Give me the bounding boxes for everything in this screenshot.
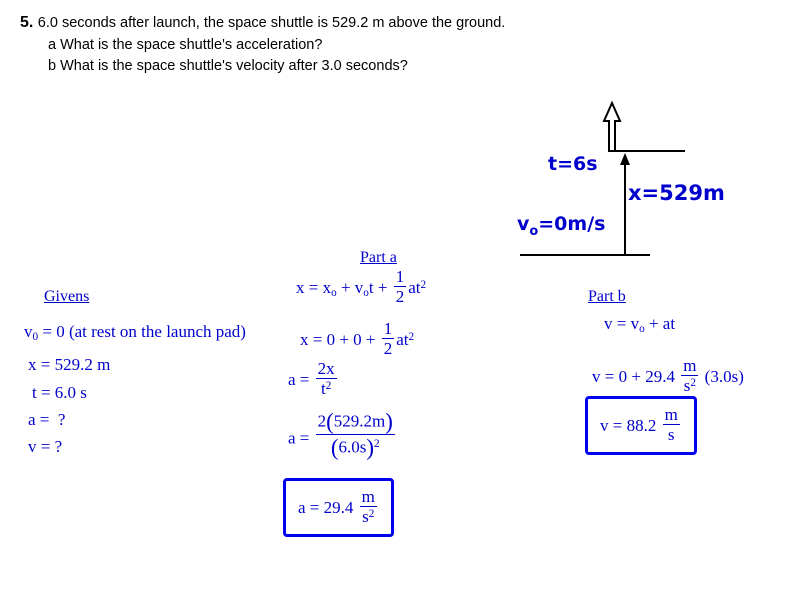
problem-number: 5. xyxy=(20,14,34,31)
part-b-heading: Part b xyxy=(588,288,626,305)
part-b-answer-units-numerator: m xyxy=(664,405,678,424)
part-b-line-2: v = 0 + 29.4 $\frac{m}{s^2}$ (3.0s) xyxy=(592,356,744,395)
part-b-line-1: $v = v_o$ + at xyxy=(604,314,676,336)
problem-subparts xyxy=(48,35,720,77)
part-a-heading: Part a xyxy=(360,249,397,266)
part-a-answer-box: a = 29.4 $\frac{m}{s^2}$ xyxy=(283,478,394,537)
part-a-answer-units-denominator: s xyxy=(362,506,369,526)
given-item-3: a = ? xyxy=(28,410,66,429)
problem-text: 6.0 seconds after launch, the space shuttle is 529.2 m above the ground. xyxy=(37,15,506,31)
part-b-answer-box: v = 88.2 $\frac{m}{s}$ xyxy=(585,396,697,455)
problem-part-b-text: b What is the space shuttle's velocity after 3.0 seconds? xyxy=(48,58,408,75)
part-a-line-1: $x = x_o + v_ot$ + $\frac{1}{2}$ $at^2$ xyxy=(296,267,427,306)
given-item-1: x = 529.2 m xyxy=(28,355,111,374)
part-a-line-2: x = 0 + 0 + $\frac{1}{2}$ $at^2$ xyxy=(300,319,415,358)
part-a-answer-units-numerator: m xyxy=(361,487,375,506)
label-initial-velocity-symbol: v xyxy=(517,213,530,235)
given-item-4: v = ? xyxy=(28,437,63,456)
label-initial-velocity-value: =0m/s xyxy=(538,213,606,235)
given-item-0: $v_0 = 0$ (at rest on the launch pad) xyxy=(24,322,246,344)
label-initial-velocity xyxy=(517,213,605,239)
given-item-2: t = 6.0 s xyxy=(32,383,87,402)
label-time: t=6s xyxy=(548,153,598,175)
part-b-answer-value: 88.2 xyxy=(626,416,657,436)
label-initial-velocity-subscript: o xyxy=(529,223,539,239)
label-distance: x=529m xyxy=(628,181,725,205)
problem-statement xyxy=(20,14,720,77)
part-b-time-term: (3.0s) xyxy=(704,367,744,387)
part-b-answer-units-denominator: s xyxy=(663,424,680,445)
givens-heading: Givens xyxy=(44,288,90,305)
part-b-acceleration-value: 29.4 xyxy=(645,367,675,387)
shuttle-diagram xyxy=(500,95,780,275)
problem-part-a-text: a What is the space shuttle's acceleration? xyxy=(48,37,323,53)
part-a-line-4: a = $\frac{2(529.2m)}{(6.0s)^2}$ xyxy=(288,409,393,461)
part-a-line-3: a = $\frac{2x}{t^2}$ xyxy=(288,359,335,398)
part-a-answer-value: 29.4 xyxy=(323,498,354,518)
shuttle-arrow-icon xyxy=(604,103,620,151)
displacement-arrowhead-icon xyxy=(620,153,630,165)
